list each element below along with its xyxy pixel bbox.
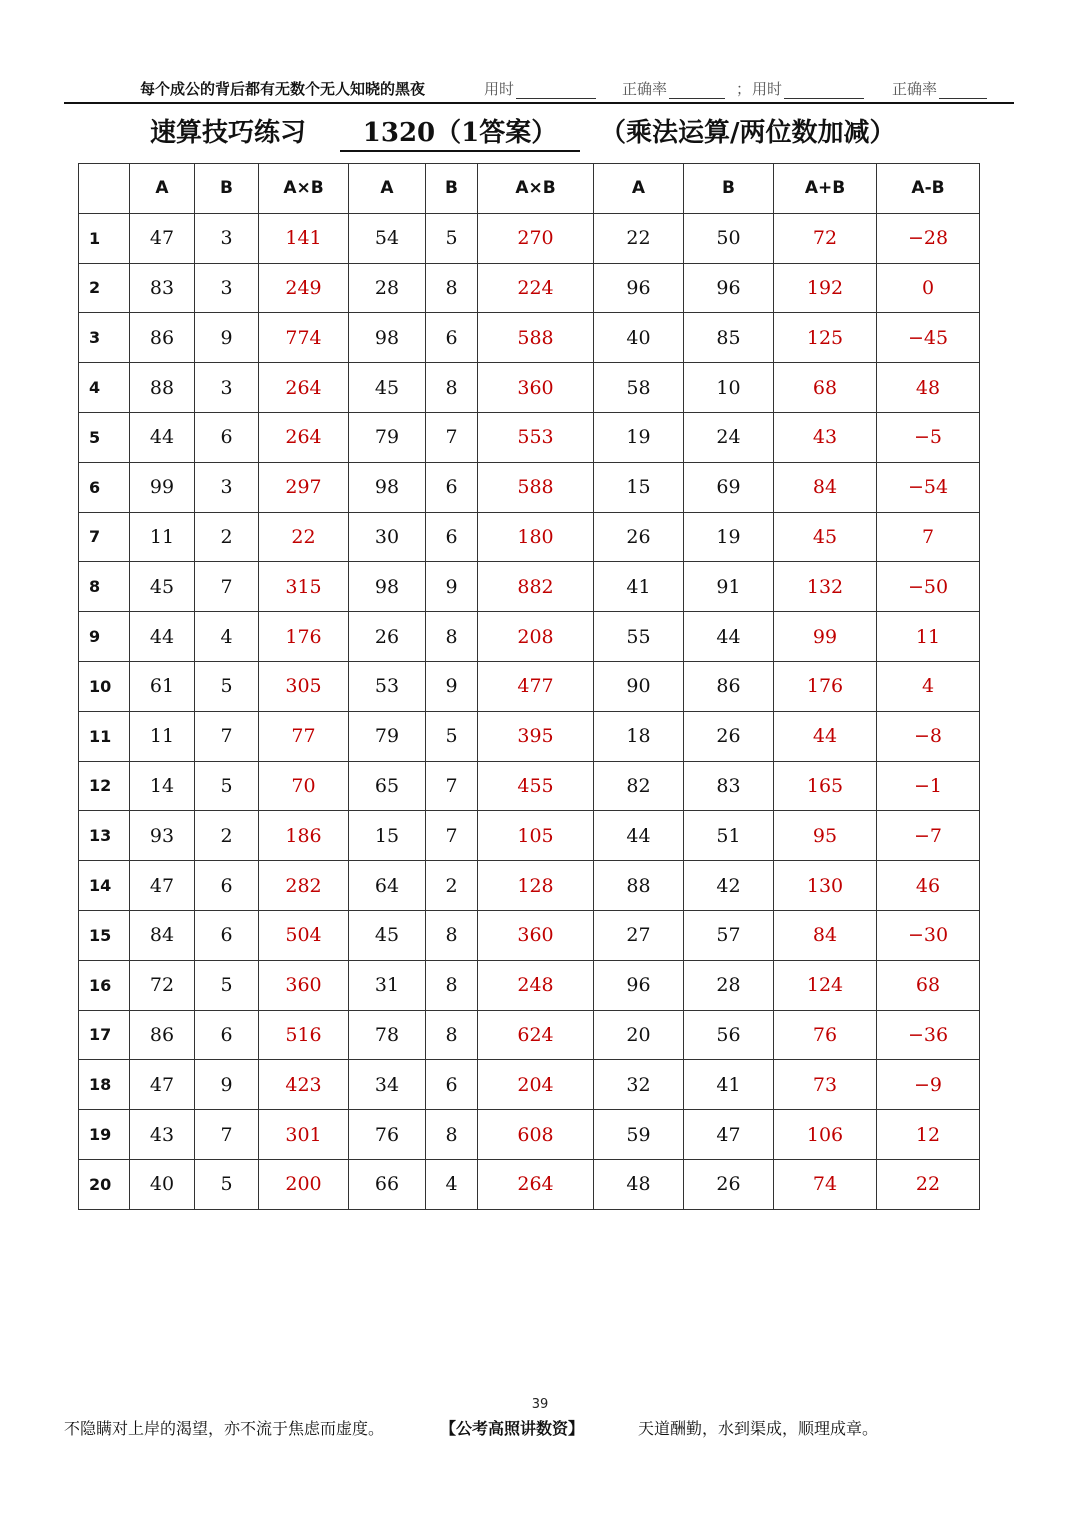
operand-cell: 3	[195, 213, 259, 263]
page-header	[64, 74, 1014, 104]
operand-cell: 56	[684, 1010, 774, 1060]
operand-cell: 5	[195, 661, 259, 711]
title-row	[0, 112, 1080, 156]
operand-cell: 4	[195, 612, 259, 662]
operand-cell: 72	[130, 960, 195, 1010]
operand-cell: 53	[349, 661, 426, 711]
operand-cell: 6	[426, 1060, 478, 1110]
answer-cell: 553	[478, 412, 594, 462]
operand-cell: 45	[349, 910, 426, 960]
operand-cell: 34	[349, 1060, 426, 1110]
accuracy-blank-2	[939, 84, 987, 99]
answer-cell: 84	[774, 462, 877, 512]
table-row	[79, 910, 980, 960]
answer-cell: 423	[259, 1060, 349, 1110]
operand-cell: 43	[130, 1110, 195, 1160]
answer-cell: 124	[774, 960, 877, 1010]
accuracy-field-2	[892, 78, 987, 99]
header-cell: A+B	[774, 164, 877, 214]
operand-cell: 47	[130, 213, 195, 263]
answer-cell: 95	[774, 811, 877, 861]
operand-cell: 26	[594, 512, 684, 562]
operand-cell: 7	[426, 412, 478, 462]
answer-cell: 249	[259, 263, 349, 313]
answer-cell: 360	[478, 910, 594, 960]
answer-cell: 264	[259, 363, 349, 413]
operand-cell: 8	[426, 612, 478, 662]
operand-cell: 5	[195, 1159, 259, 1209]
row-index: 12	[79, 761, 130, 811]
answer-cell: 186	[259, 811, 349, 861]
table-row	[79, 213, 980, 263]
header-separator: ；	[736, 80, 752, 98]
accuracy-field-1	[622, 78, 725, 99]
operand-cell: 7	[195, 562, 259, 612]
operand-cell: 19	[684, 512, 774, 562]
header-cell: A×B	[478, 164, 594, 214]
table-row	[79, 711, 980, 761]
row-index: 15	[79, 910, 130, 960]
operand-cell: 91	[684, 562, 774, 612]
answer-cell: −36	[877, 1010, 980, 1060]
header-cell: A	[349, 164, 426, 214]
answer-cell: 477	[478, 661, 594, 711]
answer-cell: 7	[877, 512, 980, 562]
operand-cell: 26	[684, 711, 774, 761]
operand-cell: 40	[594, 313, 684, 363]
answer-cell: −8	[877, 711, 980, 761]
operand-cell: 18	[594, 711, 684, 761]
page-footer	[64, 1416, 1024, 1440]
answer-cell: 125	[774, 313, 877, 363]
answer-cell: 43	[774, 412, 877, 462]
header-cell: A-B	[877, 164, 980, 214]
operand-cell: 7	[195, 1110, 259, 1160]
operand-cell: 47	[684, 1110, 774, 1160]
accuracy-label-1: 正确率	[622, 80, 668, 98]
operand-cell: 5	[426, 711, 478, 761]
time-label-2: 用时	[752, 80, 783, 98]
operand-cell: 96	[594, 263, 684, 313]
operand-cell: 83	[684, 761, 774, 811]
operand-cell: 9	[426, 562, 478, 612]
operand-cell: 88	[594, 861, 684, 911]
operand-cell: 54	[349, 213, 426, 263]
time-label-1: 用时	[484, 80, 515, 98]
answer-cell: 204	[478, 1060, 594, 1110]
operand-cell: 41	[684, 1060, 774, 1110]
table-row	[79, 1159, 980, 1209]
operand-cell: 44	[684, 612, 774, 662]
answer-cell: 264	[259, 412, 349, 462]
time-field-1	[484, 78, 596, 99]
answer-cell: 588	[478, 462, 594, 512]
answer-cell: 360	[478, 363, 594, 413]
operand-cell: 86	[130, 313, 195, 363]
header-cell: B	[426, 164, 478, 214]
operand-cell: 8	[426, 263, 478, 313]
operand-cell: 44	[594, 811, 684, 861]
answer-cell: 165	[774, 761, 877, 811]
row-index: 11	[79, 711, 130, 761]
answer-cell: 192	[774, 263, 877, 313]
operand-cell: 15	[349, 811, 426, 861]
operand-cell: 2	[426, 861, 478, 911]
operand-cell: 65	[349, 761, 426, 811]
operand-cell: 2	[195, 512, 259, 562]
header-cell: A	[594, 164, 684, 214]
answer-cell: 70	[259, 761, 349, 811]
operand-cell: 82	[594, 761, 684, 811]
operand-cell: 14	[130, 761, 195, 811]
operand-cell: 66	[349, 1159, 426, 1209]
operand-cell: 86	[684, 661, 774, 711]
answer-cell: 72	[774, 213, 877, 263]
page-title: 速算技巧练习	[150, 118, 307, 148]
row-index: 13	[79, 811, 130, 861]
operand-cell: 6	[426, 512, 478, 562]
row-index: 3	[79, 313, 130, 363]
operand-cell: 85	[684, 313, 774, 363]
page-subtitle: （乘法运算/两位数加减）	[600, 118, 896, 148]
answer-cell: 44	[774, 711, 877, 761]
operand-cell: 28	[684, 960, 774, 1010]
answer-tag: 1320（1答案）	[340, 112, 580, 152]
operand-cell: 15	[594, 462, 684, 512]
answer-cell: 224	[478, 263, 594, 313]
operand-cell: 51	[684, 811, 774, 861]
answer-cell: 176	[259, 612, 349, 662]
operand-cell: 88	[130, 363, 195, 413]
operand-cell: 44	[130, 412, 195, 462]
table-row	[79, 811, 980, 861]
operand-cell: 8	[426, 363, 478, 413]
answer-cell: −50	[877, 562, 980, 612]
answer-cell: 84	[774, 910, 877, 960]
row-index: 5	[79, 412, 130, 462]
table-row	[79, 263, 980, 313]
answer-cell: 99	[774, 612, 877, 662]
answer-cell: 22	[259, 512, 349, 562]
time-blank-1	[516, 84, 596, 99]
table-row	[79, 761, 980, 811]
table-row	[79, 661, 980, 711]
answer-cell: 270	[478, 213, 594, 263]
operand-cell: 11	[130, 711, 195, 761]
answer-cell: 130	[774, 861, 877, 911]
table-row	[79, 512, 980, 562]
operand-cell: 41	[594, 562, 684, 612]
operand-cell: 8	[426, 1110, 478, 1160]
operand-cell: 30	[349, 512, 426, 562]
footer-right: 天道酬勤，水到渠成，顺理成章。	[638, 1419, 879, 1438]
row-index: 4	[79, 363, 130, 413]
answer-cell: 4	[877, 661, 980, 711]
row-index: 19	[79, 1110, 130, 1160]
header-cell: A	[130, 164, 195, 214]
row-index: 14	[79, 861, 130, 911]
table-row	[79, 462, 980, 512]
operand-cell: 22	[594, 213, 684, 263]
answer-cell: 455	[478, 761, 594, 811]
row-index: 9	[79, 612, 130, 662]
operand-cell: 9	[426, 661, 478, 711]
table-row	[79, 1060, 980, 1110]
operand-cell: 55	[594, 612, 684, 662]
answer-cell: 48	[877, 363, 980, 413]
operand-cell: 59	[594, 1110, 684, 1160]
operand-cell: 48	[594, 1159, 684, 1209]
answer-cell: 45	[774, 512, 877, 562]
operand-cell: 61	[130, 661, 195, 711]
footer-brand: 【公考高照讲数资】	[440, 1419, 585, 1438]
answer-cell: 516	[259, 1010, 349, 1060]
operand-cell: 32	[594, 1060, 684, 1110]
answer-cell: 301	[259, 1110, 349, 1160]
answer-cell: −54	[877, 462, 980, 512]
operand-cell: 31	[349, 960, 426, 1010]
operand-cell: 44	[130, 612, 195, 662]
header-cell: A×B	[259, 164, 349, 214]
answer-cell: 106	[774, 1110, 877, 1160]
answer-cell: 208	[478, 612, 594, 662]
header-cell: B	[195, 164, 259, 214]
operand-cell: 86	[130, 1010, 195, 1060]
operand-cell: 78	[349, 1010, 426, 1060]
operand-cell: 8	[426, 910, 478, 960]
page-number: 39	[531, 1397, 549, 1412]
operand-cell: 5	[195, 960, 259, 1010]
answer-cell: 297	[259, 462, 349, 512]
row-index: 18	[79, 1060, 130, 1110]
operand-cell: 9	[195, 313, 259, 363]
operand-cell: 84	[130, 910, 195, 960]
operand-cell: 42	[684, 861, 774, 911]
operand-cell: 79	[349, 711, 426, 761]
operand-cell: 50	[684, 213, 774, 263]
operand-cell: 96	[684, 263, 774, 313]
answer-cell: 282	[259, 861, 349, 911]
operand-cell: 98	[349, 562, 426, 612]
answer-cell: 0	[877, 263, 980, 313]
operand-cell: 58	[594, 363, 684, 413]
answer-cell: 77	[259, 711, 349, 761]
operand-cell: 6	[195, 910, 259, 960]
operand-cell: 6	[195, 1010, 259, 1060]
operand-cell: 6	[195, 412, 259, 462]
operand-cell: 10	[684, 363, 774, 413]
answer-cell: 305	[259, 661, 349, 711]
operand-cell: 5	[426, 213, 478, 263]
table-row	[79, 562, 980, 612]
operand-cell: 4	[426, 1159, 478, 1209]
operand-cell: 69	[684, 462, 774, 512]
row-index: 7	[79, 512, 130, 562]
answer-cell: −9	[877, 1060, 980, 1110]
operand-cell: 7	[426, 761, 478, 811]
answer-cell: 132	[774, 562, 877, 612]
operand-cell: 19	[594, 412, 684, 462]
operand-cell: 64	[349, 861, 426, 911]
answer-cell: −1	[877, 761, 980, 811]
operand-cell: 7	[426, 811, 478, 861]
operand-cell: 8	[426, 960, 478, 1010]
operand-cell: 40	[130, 1159, 195, 1209]
answer-cell: 73	[774, 1060, 877, 1110]
answer-cell: 76	[774, 1010, 877, 1060]
answer-cell: 774	[259, 313, 349, 363]
answer-cell: 22	[877, 1159, 980, 1209]
answer-cell: 395	[478, 711, 594, 761]
operand-cell: 57	[684, 910, 774, 960]
table-body	[79, 213, 980, 1209]
operand-cell: 5	[195, 761, 259, 811]
time-blank-2	[784, 84, 864, 99]
header-motto: 每个成公的背后都有无数个无人知晓的黑夜	[140, 80, 426, 98]
answer-cell: 248	[478, 960, 594, 1010]
operand-cell: 45	[130, 562, 195, 612]
table-row	[79, 1010, 980, 1060]
operand-cell: 2	[195, 811, 259, 861]
table-row	[79, 313, 980, 363]
operand-cell: 3	[195, 462, 259, 512]
operand-cell: 3	[195, 263, 259, 313]
table-row	[79, 412, 980, 462]
answer-cell: −5	[877, 412, 980, 462]
operand-cell: 9	[195, 1060, 259, 1110]
row-index: 1	[79, 213, 130, 263]
operand-cell: 8	[426, 1010, 478, 1060]
accuracy-label-2: 正确率	[892, 80, 938, 98]
table-row	[79, 861, 980, 911]
row-index: 20	[79, 1159, 130, 1209]
operand-cell: 6	[426, 313, 478, 363]
operand-cell: 20	[594, 1010, 684, 1060]
answer-cell: 68	[877, 960, 980, 1010]
operand-cell: 11	[130, 512, 195, 562]
answer-cell: 180	[478, 512, 594, 562]
operand-cell: 7	[195, 711, 259, 761]
row-index: 16	[79, 960, 130, 1010]
operand-cell: 93	[130, 811, 195, 861]
answer-cell: 68	[774, 363, 877, 413]
operand-cell: 47	[130, 861, 195, 911]
row-index: 8	[79, 562, 130, 612]
operand-cell: 6	[195, 861, 259, 911]
answer-cell: 46	[877, 861, 980, 911]
answer-cell: 504	[259, 910, 349, 960]
header-cell: B	[684, 164, 774, 214]
operand-cell: 3	[195, 363, 259, 413]
operand-cell: 76	[349, 1110, 426, 1160]
answer-cell: 176	[774, 661, 877, 711]
table-row	[79, 960, 980, 1010]
row-index: 17	[79, 1010, 130, 1060]
practice-table	[78, 163, 980, 1210]
operand-cell: 27	[594, 910, 684, 960]
answer-cell: 11	[877, 612, 980, 662]
operand-cell: 83	[130, 263, 195, 313]
answer-cell: 608	[478, 1110, 594, 1160]
answer-cell: 624	[478, 1010, 594, 1060]
operand-cell: 90	[594, 661, 684, 711]
row-index: 2	[79, 263, 130, 313]
operand-cell: 28	[349, 263, 426, 313]
header-row	[79, 164, 980, 214]
operand-cell: 98	[349, 313, 426, 363]
operand-cell: 47	[130, 1060, 195, 1110]
answer-cell: 882	[478, 562, 594, 612]
answer-cell: 141	[259, 213, 349, 263]
row-index: 6	[79, 462, 130, 512]
operand-cell: 24	[684, 412, 774, 462]
answer-cell: 200	[259, 1159, 349, 1209]
operand-cell: 79	[349, 412, 426, 462]
operand-cell: 6	[426, 462, 478, 512]
answer-cell: 12	[877, 1110, 980, 1160]
operand-cell: 98	[349, 462, 426, 512]
table-row	[79, 612, 980, 662]
answer-cell: −28	[877, 213, 980, 263]
operand-cell: 45	[349, 363, 426, 413]
answer-cell: 128	[478, 861, 594, 911]
table-row	[79, 1110, 980, 1160]
answer-cell: −7	[877, 811, 980, 861]
answer-cell: 264	[478, 1159, 594, 1209]
operand-cell: 99	[130, 462, 195, 512]
accuracy-blank-1	[669, 84, 725, 99]
time-field-2	[752, 78, 864, 99]
answer-cell: 360	[259, 960, 349, 1010]
answer-cell: 315	[259, 562, 349, 612]
answer-cell: −45	[877, 313, 980, 363]
answer-cell: 588	[478, 313, 594, 363]
table-row	[79, 363, 980, 413]
answer-cell: 105	[478, 811, 594, 861]
footer-left: 不隐瞒对上岸的渴望，亦不流于焦虑而虚度。	[64, 1419, 385, 1438]
operand-cell: 26	[684, 1159, 774, 1209]
header-cell-index	[79, 164, 130, 214]
row-index: 10	[79, 661, 130, 711]
answer-cell: 74	[774, 1159, 877, 1209]
operand-cell: 26	[349, 612, 426, 662]
answer-cell: −30	[877, 910, 980, 960]
operand-cell: 96	[594, 960, 684, 1010]
